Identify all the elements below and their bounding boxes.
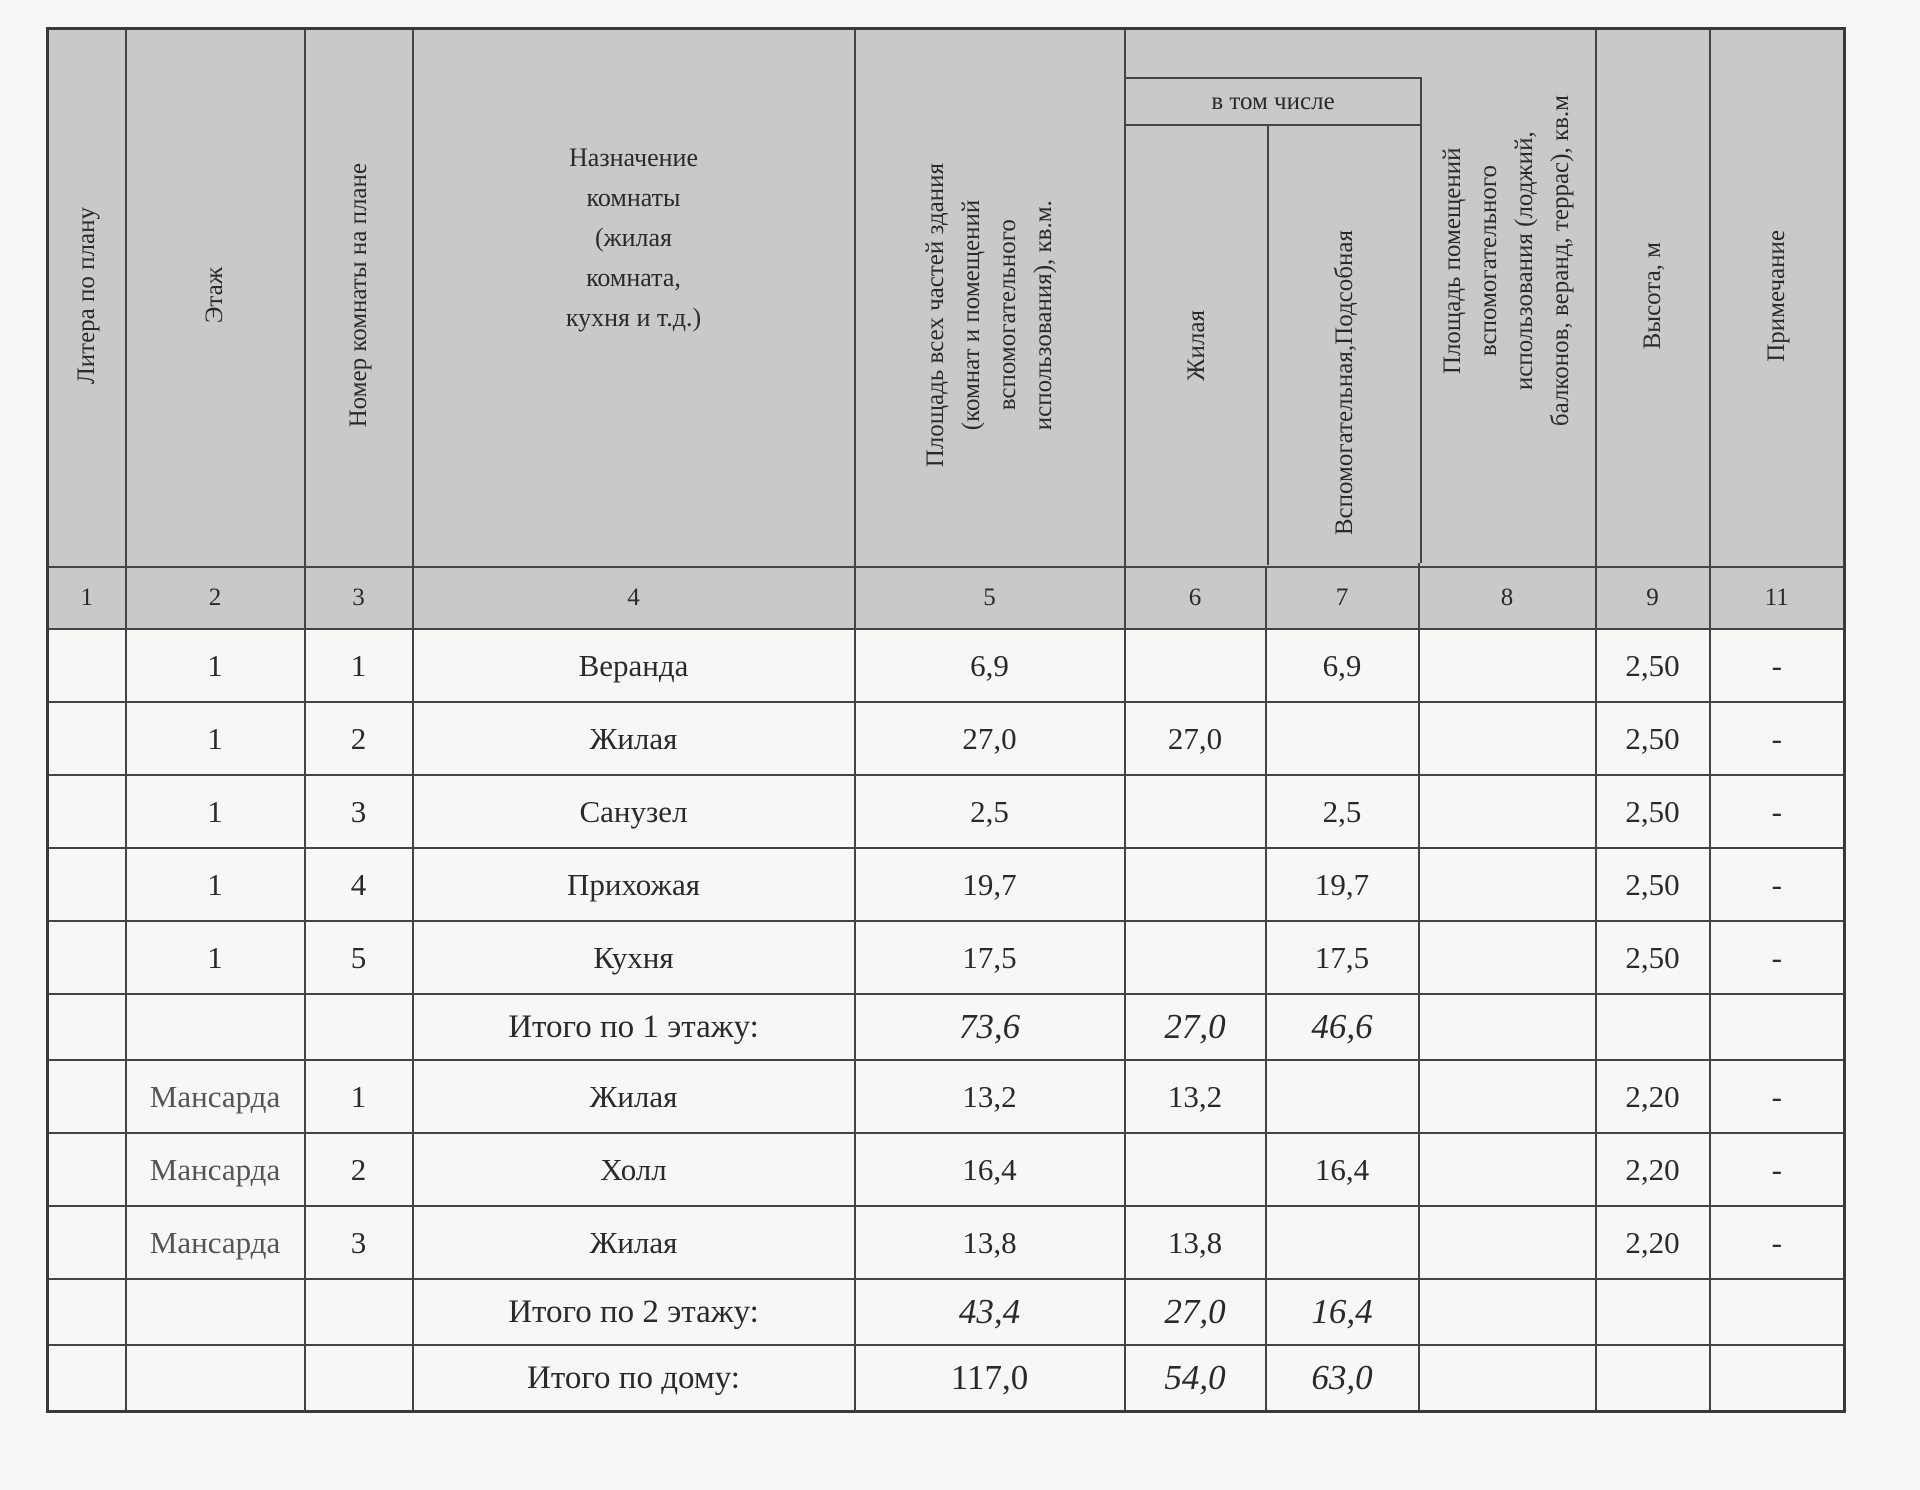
cell-floor: 1: [126, 921, 305, 994]
colnum-8: 8: [1419, 567, 1596, 629]
total-area: 43,4: [855, 1279, 1125, 1345]
cell-total: 13,8: [855, 1206, 1125, 1279]
cell-purpose: Кухня: [413, 921, 855, 994]
header-room-number-text: Номер комнаты на плане: [344, 163, 372, 428]
subheader-overlay: [1124, 77, 1422, 563]
cell-note: -: [1710, 921, 1845, 994]
cell-litera: [48, 1345, 126, 1412]
cell-loggia: [1419, 1345, 1596, 1412]
cell-room: [305, 1345, 413, 1412]
cell-litera: [48, 848, 126, 921]
cell-floor: 1: [126, 848, 305, 921]
header-purpose: [413, 29, 855, 568]
header-height-text: Высота, м: [1638, 241, 1666, 350]
cell-height: [1596, 994, 1710, 1060]
cell-purpose: Холл: [413, 1133, 855, 1206]
cell-litera: [48, 1133, 126, 1206]
header-floor: [126, 29, 305, 568]
header-height: [1596, 29, 1710, 568]
total-aux: 63,0: [1266, 1345, 1419, 1412]
cell-floor: Мансарда: [126, 1133, 305, 1206]
cell-room: 3: [305, 775, 413, 848]
cell-living: [1125, 1133, 1266, 1206]
cell-room: 2: [305, 702, 413, 775]
cell-note: -: [1710, 1060, 1845, 1133]
cell-litera: [48, 994, 126, 1060]
cell-loggia: [1419, 775, 1596, 848]
cell-litera: [48, 1279, 126, 1345]
cell-loggia: [1419, 921, 1596, 994]
cell-height: 2,20: [1596, 1060, 1710, 1133]
cell-living: [1125, 775, 1266, 848]
cell-height: 2,50: [1596, 921, 1710, 994]
header-aux: [1269, 126, 1420, 565]
header-total-area-line-3: вспомогательного: [993, 219, 1021, 412]
total-label: Итого по 2 этажу:: [413, 1279, 855, 1345]
cell-aux: [1266, 1060, 1419, 1133]
cell-height: 2,50: [1596, 702, 1710, 775]
cell-height: 2,50: [1596, 775, 1710, 848]
cell-note: -: [1710, 1133, 1845, 1206]
header-living-text: Жилая: [1182, 310, 1210, 381]
colnum-9: 9: [1596, 567, 1710, 629]
cell-height: [1596, 1279, 1710, 1345]
cell-aux: [1266, 702, 1419, 775]
cell-purpose: Санузел: [413, 775, 855, 848]
cell-litera: [48, 921, 126, 994]
header-purpose-line-3: (жилая: [594, 223, 672, 252]
cell-room: [305, 994, 413, 1060]
cell-height: 2,50: [1596, 848, 1710, 921]
cell-floor: [126, 1279, 305, 1345]
header-total-area-line-4: использования), кв.м.: [1029, 200, 1057, 431]
table-row: [48, 1060, 1845, 1133]
cell-height: 2,20: [1596, 1133, 1710, 1206]
header-note: [1710, 29, 1845, 568]
total-label: Итого по дому:: [413, 1345, 855, 1412]
cell-height: 2,20: [1596, 1206, 1710, 1279]
cell-litera: [48, 702, 126, 775]
colnum-7: 7: [1266, 567, 1419, 629]
cell-purpose: Веранда: [413, 629, 855, 702]
colnum-5: 5: [855, 567, 1125, 629]
header-purpose-line-2: комнаты: [586, 183, 681, 212]
cell-total: 19,7: [855, 848, 1125, 921]
colnum-4: 4: [413, 567, 855, 629]
header-total-area-line-2: (комнат и помещений: [957, 200, 985, 431]
cell-aux: 17,5: [1266, 921, 1419, 994]
table-row: [48, 629, 1845, 702]
total-row-floor2: [48, 1279, 1845, 1345]
cell-purpose: Жилая: [413, 1206, 855, 1279]
table-row: [48, 921, 1845, 994]
header-aux-text: Вспомогательная,Подсобная: [1330, 229, 1358, 535]
cell-total: 13,2: [855, 1060, 1125, 1133]
cell-litera: [48, 629, 126, 702]
header-floor-text: Этаж: [201, 267, 228, 324]
total-area: 117,0: [855, 1345, 1125, 1412]
cell-floor: 1: [126, 702, 305, 775]
cell-aux: 16,4: [1266, 1133, 1419, 1206]
header-loggia-line-2: вспомогательного: [1475, 165, 1503, 357]
cell-room: 4: [305, 848, 413, 921]
cell-total: 27,0: [855, 702, 1125, 775]
colnum-11: 11: [1710, 567, 1845, 629]
cell-loggia: [1419, 994, 1596, 1060]
cell-litera: [48, 1060, 126, 1133]
cell-purpose: Жилая: [413, 1060, 855, 1133]
cell-living: 13,8: [1125, 1206, 1266, 1279]
cell-floor: Мансарда: [126, 1206, 305, 1279]
cell-total: 6,9: [855, 629, 1125, 702]
cell-floor: [126, 1345, 305, 1412]
header-note-text: Примечание: [1762, 229, 1790, 362]
cell-loggia: [1419, 848, 1596, 921]
cell-note: [1710, 994, 1845, 1060]
header-loggia-area: [1419, 95, 1596, 567]
cell-height: [1596, 1345, 1710, 1412]
cell-litera: [48, 1206, 126, 1279]
cell-aux: 2,5: [1266, 775, 1419, 848]
cell-floor: Мансарда: [126, 1060, 305, 1133]
header-group-label: в том числе: [1126, 77, 1420, 126]
header-total-area-line-1: Площадь всех частей здания: [921, 163, 949, 468]
cell-loggia: [1419, 1206, 1596, 1279]
cell-living: [1125, 848, 1266, 921]
cell-room: [305, 1279, 413, 1345]
table-row: [48, 775, 1845, 848]
cell-loggia: [1419, 1279, 1596, 1345]
total-aux: 16,4: [1266, 1279, 1419, 1345]
cell-aux: 6,9: [1266, 629, 1419, 702]
cell-loggia: [1419, 702, 1596, 775]
cell-purpose: Прихожая: [413, 848, 855, 921]
total-living: 27,0: [1125, 994, 1266, 1060]
header-loggia-line-4: балконов, веранд, террас), кв.м: [1547, 95, 1575, 427]
cell-total: 2,5: [855, 775, 1125, 848]
table-row: [48, 1133, 1845, 1206]
cell-floor: 1: [126, 629, 305, 702]
cell-room: 1: [305, 1060, 413, 1133]
total-living: 27,0: [1125, 1279, 1266, 1345]
total-aux: 46,6: [1266, 994, 1419, 1060]
header-purpose-line-1: Назначение: [569, 143, 698, 172]
cell-floor: [126, 994, 305, 1060]
total-living: 54,0: [1125, 1345, 1266, 1412]
cell-total: 16,4: [855, 1133, 1125, 1206]
cell-room: 2: [305, 1133, 413, 1206]
header-purpose-line-5: кухня и т.д.): [565, 303, 702, 332]
explication-table: [46, 27, 1846, 1413]
cell-loggia: [1419, 1133, 1596, 1206]
header-loggia-line-3: использования (лоджий,: [1511, 131, 1539, 390]
header-living: [1126, 126, 1269, 565]
table-row: [48, 1206, 1845, 1279]
header-loggia-line-1: Площадь помещений: [1439, 147, 1467, 374]
cell-aux: [1266, 1206, 1419, 1279]
colnum-1: 1: [48, 567, 126, 629]
colnum-6: 6: [1125, 567, 1266, 629]
cell-living: 13,2: [1125, 1060, 1266, 1133]
cell-room: 5: [305, 921, 413, 994]
total-area: 73,6: [855, 994, 1125, 1060]
total-row-floor1: [48, 994, 1845, 1060]
cell-note: -: [1710, 629, 1845, 702]
cell-aux: 19,7: [1266, 848, 1419, 921]
header-litera: [48, 29, 126, 568]
cell-note: -: [1710, 775, 1845, 848]
cell-room: 1: [305, 629, 413, 702]
cell-note: -: [1710, 702, 1845, 775]
colnum-3: 3: [305, 567, 413, 629]
cell-note: [1710, 1345, 1845, 1412]
cell-note: -: [1710, 1206, 1845, 1279]
header-room-number: [305, 29, 413, 568]
cell-note: [1710, 1279, 1845, 1345]
cell-room: 3: [305, 1206, 413, 1279]
cell-loggia: [1419, 1060, 1596, 1133]
cell-living: [1125, 921, 1266, 994]
cell-living: [1125, 629, 1266, 702]
cell-purpose: Жилая: [413, 702, 855, 775]
cell-note: -: [1710, 848, 1845, 921]
colnum-2: 2: [126, 567, 305, 629]
header-purpose-line-4: комната,: [586, 263, 681, 292]
table-row: [48, 848, 1845, 921]
table-row: [48, 702, 1845, 775]
cell-height: 2,50: [1596, 629, 1710, 702]
total-label: Итого по 1 этажу:: [413, 994, 855, 1060]
cell-loggia: [1419, 629, 1596, 702]
cell-total: 17,5: [855, 921, 1125, 994]
cell-floor: 1: [126, 775, 305, 848]
total-row-house: [48, 1345, 1845, 1412]
cell-living: 27,0: [1125, 702, 1266, 775]
header-total-area: [855, 29, 1125, 568]
header-litera-text: Литера по плану: [72, 206, 100, 385]
cell-litera: [48, 775, 126, 848]
